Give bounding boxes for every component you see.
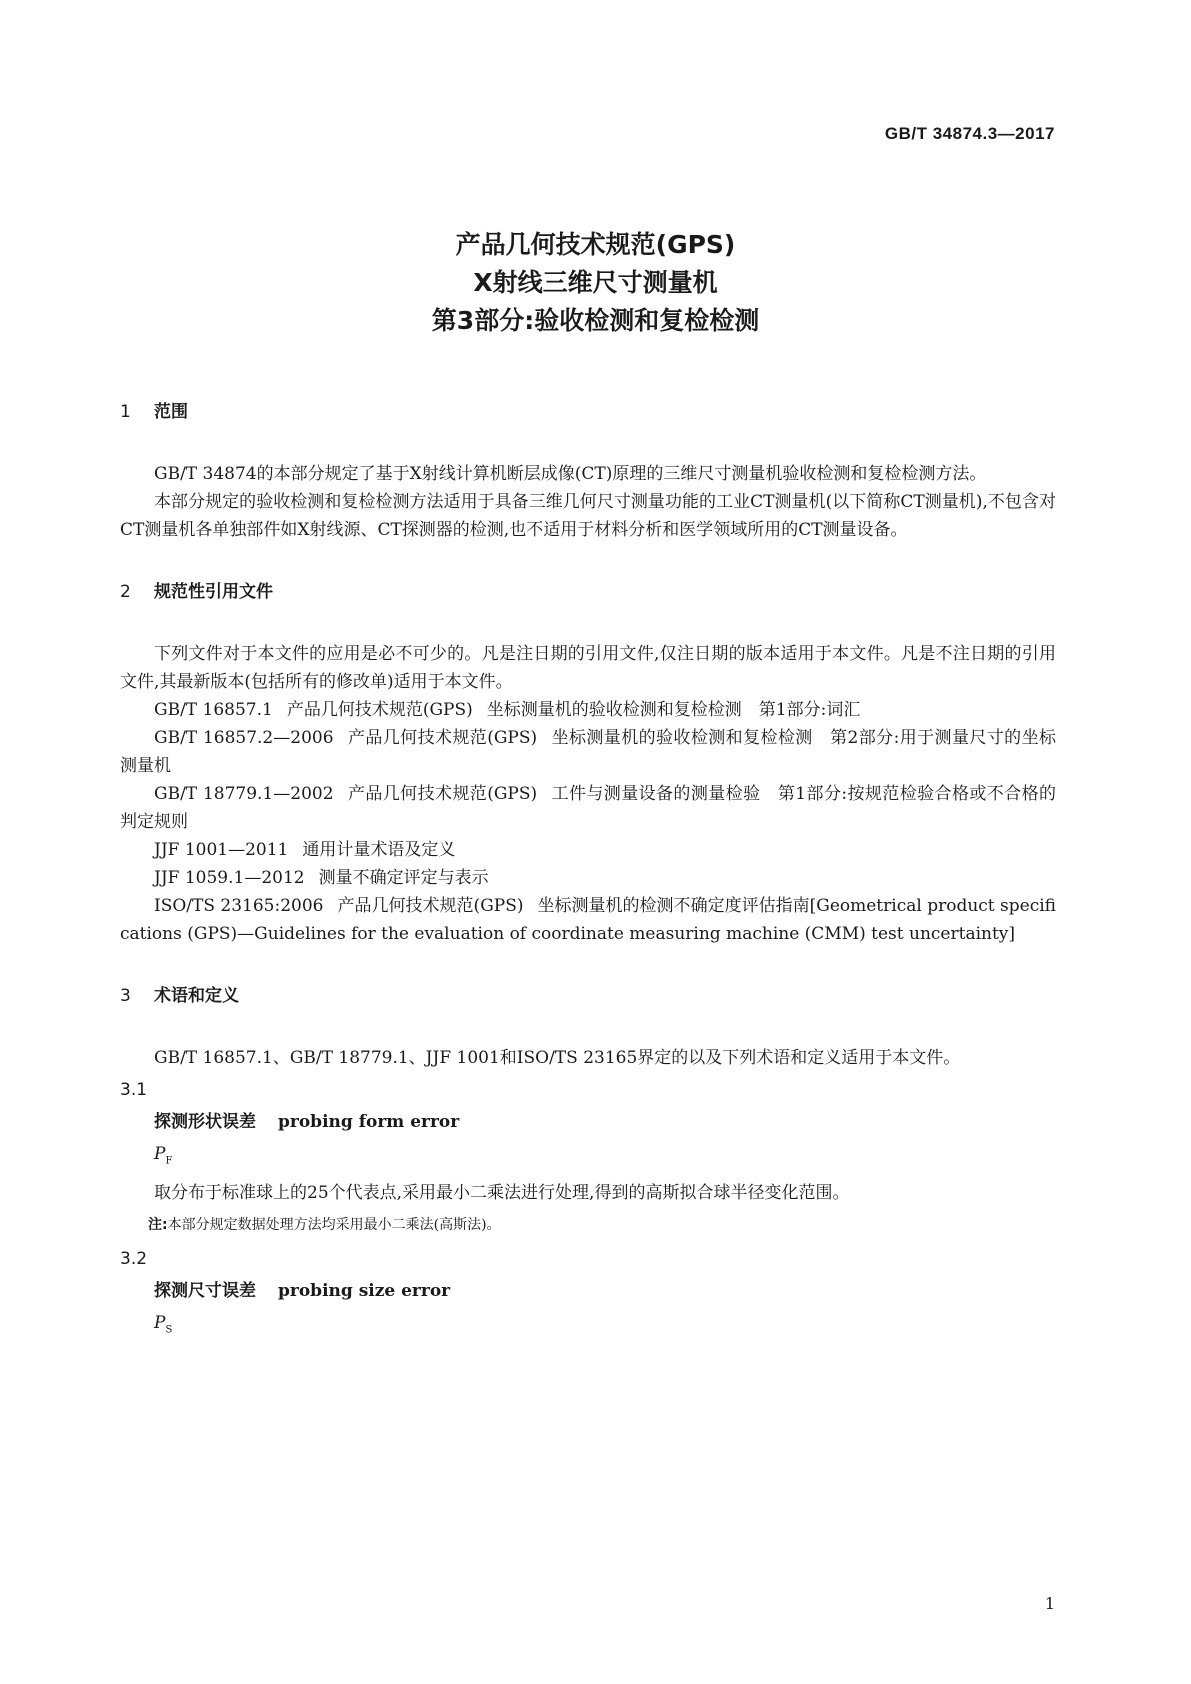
reference-code: GB/T 16857.1 [154,700,273,720]
paragraph: GB/T 16857.1、GB/T 18779.1、JJF 1001和ISO/TS 23165界定的以及下列术语和定义适用于本文件。 [154,1048,961,1068]
section-label: 范围 [154,402,188,422]
reference-title: 测量不确定评定与表示 [318,868,489,888]
reference-desc: 坐标测量机的验收检测和复检检测 第1部分:词汇 [486,700,861,720]
symbol-subscript: S [165,1324,173,1336]
reference-code: JJF 1001—2011 [154,840,289,860]
section-heading-normative-references [120,578,1056,606]
symbol-subscript: F [165,1155,173,1167]
section-label: 术语和定义 [154,986,239,1006]
reference-title: 产品几何技术规范(GPS) [347,728,538,748]
reference-code: JJF 1059.1—2012 [154,868,305,888]
section-heading-terms-and-definitions [120,982,1056,1010]
reference-item [120,696,1056,724]
section-number: 3 [120,986,131,1006]
term-definition: 取分布于标准球上的25个代表点,采用最小二乘法进行处理,得到的高斯拟合球半径变化范围。 [154,1183,850,1204]
title-line-3: 第3部分:验收检测和复检检测 [431,306,760,335]
reference-desc: 坐标测量机的检测不确定度评估指南[Geometrical product specifications (GPS)—Guidelines for the evaluation of coordinate measuring machine (CMM) test uncertainty] [120,896,1056,944]
title-line-1: 产品几何技术规范(GPS) [455,230,736,259]
reference-code: GB/T 16857.2—2006 [154,728,334,748]
note-text: 本部分规定数据处理方法均采用最小二乘法(高斯法)。 [167,1217,501,1234]
title-line-2: X射线三维尺寸测量机 [473,268,718,297]
page-number: 1 [1044,1594,1055,1613]
reference-desc: 工件与测量设备的测量检验 第1部分:按规范检验合格或不合格的判定规则 [120,784,1057,832]
term-chinese: 探测尺寸误差 [154,1281,256,1302]
reference-code: GB/T 18779.1—2002 [154,784,334,804]
document-title [0,226,1191,340]
note-label: 注: [148,1217,168,1234]
term-note [120,1211,1056,1239]
section-number: 2 [120,582,131,602]
reference-item [120,864,1056,892]
paragraph: 下列文件对于本文件的应用是必不可少的。凡是注日期的引用文件,仅注日期的版本适用于本文件。凡是不注日期的引用文件,其最新版本(包括所有的修改单)适用于本文件。 [120,644,1056,692]
reference-item [120,892,1056,948]
reference-item [120,724,1056,780]
reference-desc: 坐标测量机的验收检测和复检检测 第2部分:用于测量尺寸的坐标测量机 [120,728,1057,776]
reference-title: 产品几何技术规范(GPS) [337,896,524,916]
document-body [120,398,1056,1349]
paragraph: GB/T 34874的本部分规定了基于X射线计算机断层成像(CT)原理的三维尺寸测量机验收检测和复检检测方法。 [154,464,987,484]
term-number: 3.1 [120,1080,148,1100]
term-symbol [120,1309,1056,1344]
section-label: 规范性引用文件 [154,582,273,602]
term-english: probing form error [278,1112,460,1132]
term-symbol [120,1140,1056,1175]
reference-title: 通用计量术语及定义 [302,840,456,860]
term-entry [120,1108,1056,1136]
symbol-main: P [154,1144,166,1164]
term-english: probing size error [278,1281,451,1302]
standard-number: GB/T 34874.3—2017 [884,124,1055,143]
section-number: 1 [120,402,131,422]
reference-title: 产品几何技术规范(GPS) [347,784,538,804]
symbol-main: P [154,1313,166,1334]
reference-code: ISO/TS 23165:2006 [154,896,324,916]
term-chinese: 探测形状误差 [154,1112,256,1132]
reference-item [120,836,1056,864]
section-heading-scope [120,398,1056,426]
reference-title: 产品几何技术规范(GPS) [286,700,473,720]
paragraph: 本部分规定的验收检测和复检检测方法适用于具备三维几何尺寸测量功能的工业CT测量机(以下简称CT测量机),不包含对CT测量机各单独部件如X射线源、CT探测器的检测,也不适用于材料分析和医学领域所用的CT测量设备。 [120,492,1056,540]
term-number: 3.2 [120,1249,148,1270]
reference-item [120,780,1056,836]
term-entry [120,1277,1056,1305]
